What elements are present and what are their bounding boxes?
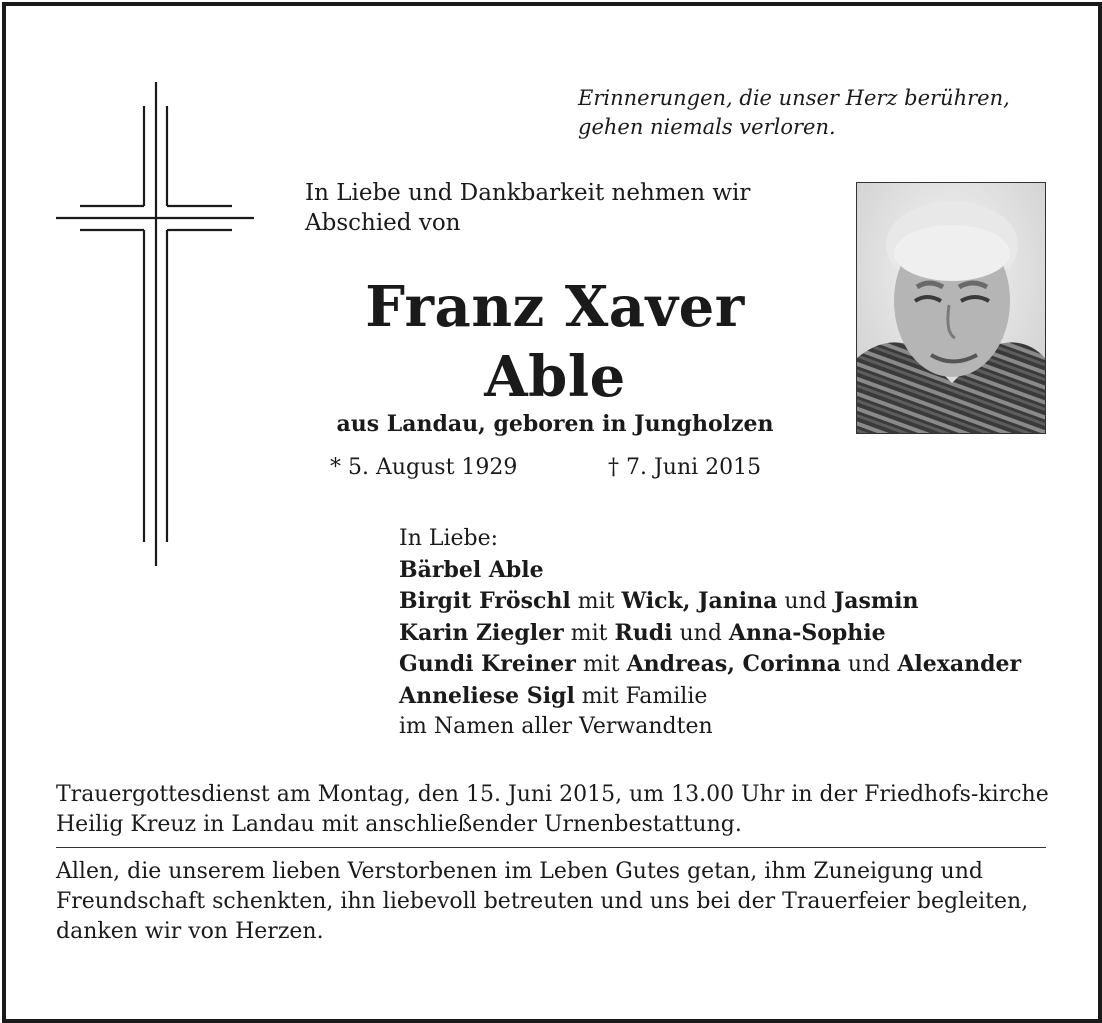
deceased-name (300, 272, 810, 412)
death-date: † 7. Juni 2015 (608, 455, 762, 480)
mourner-lines (399, 555, 1079, 743)
mourner-connector: und (672, 620, 729, 646)
birth-date: * 5. August 1929 (330, 455, 518, 480)
mourner-name: Rudi (614, 619, 673, 646)
mourner-name: Bärbel Able (399, 556, 544, 583)
mourner-name: Birgit Fröschl (399, 588, 571, 614)
mourner-name: Gundi Kreiner (399, 651, 576, 677)
quote-line: Erinnerungen, die unser Herz berühren, (578, 86, 1010, 110)
mourner-line (399, 681, 1079, 713)
mourner-connector: und (840, 652, 898, 677)
mourner-connector: mit (563, 620, 615, 646)
origin-line: aus Landau, geboren in Jungholzen (336, 411, 774, 437)
mourner-line (399, 618, 1079, 650)
deceased-last-name: Able (484, 344, 626, 410)
mourners-heading: In Liebe: (399, 526, 499, 551)
quote-line: gehen niemals verloren. (578, 115, 836, 139)
mourner-line (399, 712, 1079, 743)
mourner-connector: mit Familie (574, 683, 708, 709)
intro-text: In Liebe und Dankbarkeit nehmen wir Abschied von (305, 180, 751, 236)
memorial-quote (578, 84, 1058, 142)
mourner-line (399, 586, 1079, 618)
deceased-first-name: Franz Xaver (365, 274, 745, 340)
mourner-name: Alexander (897, 651, 1022, 677)
cross-icon (56, 82, 256, 568)
mourner-name: Anneliese Sigl (399, 682, 575, 709)
mourner-line (399, 555, 1079, 587)
mourners-list (399, 524, 1079, 743)
mourner-connector: im Namen aller Verwandten (399, 714, 713, 739)
mourner-name: Anna-Sophie (728, 619, 886, 646)
portrait-photo (856, 182, 1046, 434)
divider (56, 847, 1046, 848)
mourner-name: Andreas, Corinna (626, 651, 841, 677)
mourner-connector: mit (570, 589, 622, 614)
mourner-name: Karin Ziegler (399, 619, 564, 646)
service-notice: Trauergottesdienst am Montag, den 15. Juni 2015, um 13.00 Uhr in der Friedhofs-kirche Heilig Kreuz in Landau mit anschließender Urnenbestattung. (56, 782, 1049, 837)
mourner-name: Wick, Janina (621, 588, 778, 614)
mourner-line (399, 649, 1079, 681)
mourner-connector: und (777, 589, 834, 614)
thanks-notice: Allen, die unserem lieben Verstorbenen im Leben Gutes getan, ihm Zuneigung und Freundschaft schenkten, ihn liebevoll betreuten und uns bei der Trauerfeier begleiten, danken wir von Herzen. (56, 859, 1029, 944)
mourner-connector: mit (575, 652, 627, 677)
mourner-name: Jasmin (833, 588, 919, 614)
